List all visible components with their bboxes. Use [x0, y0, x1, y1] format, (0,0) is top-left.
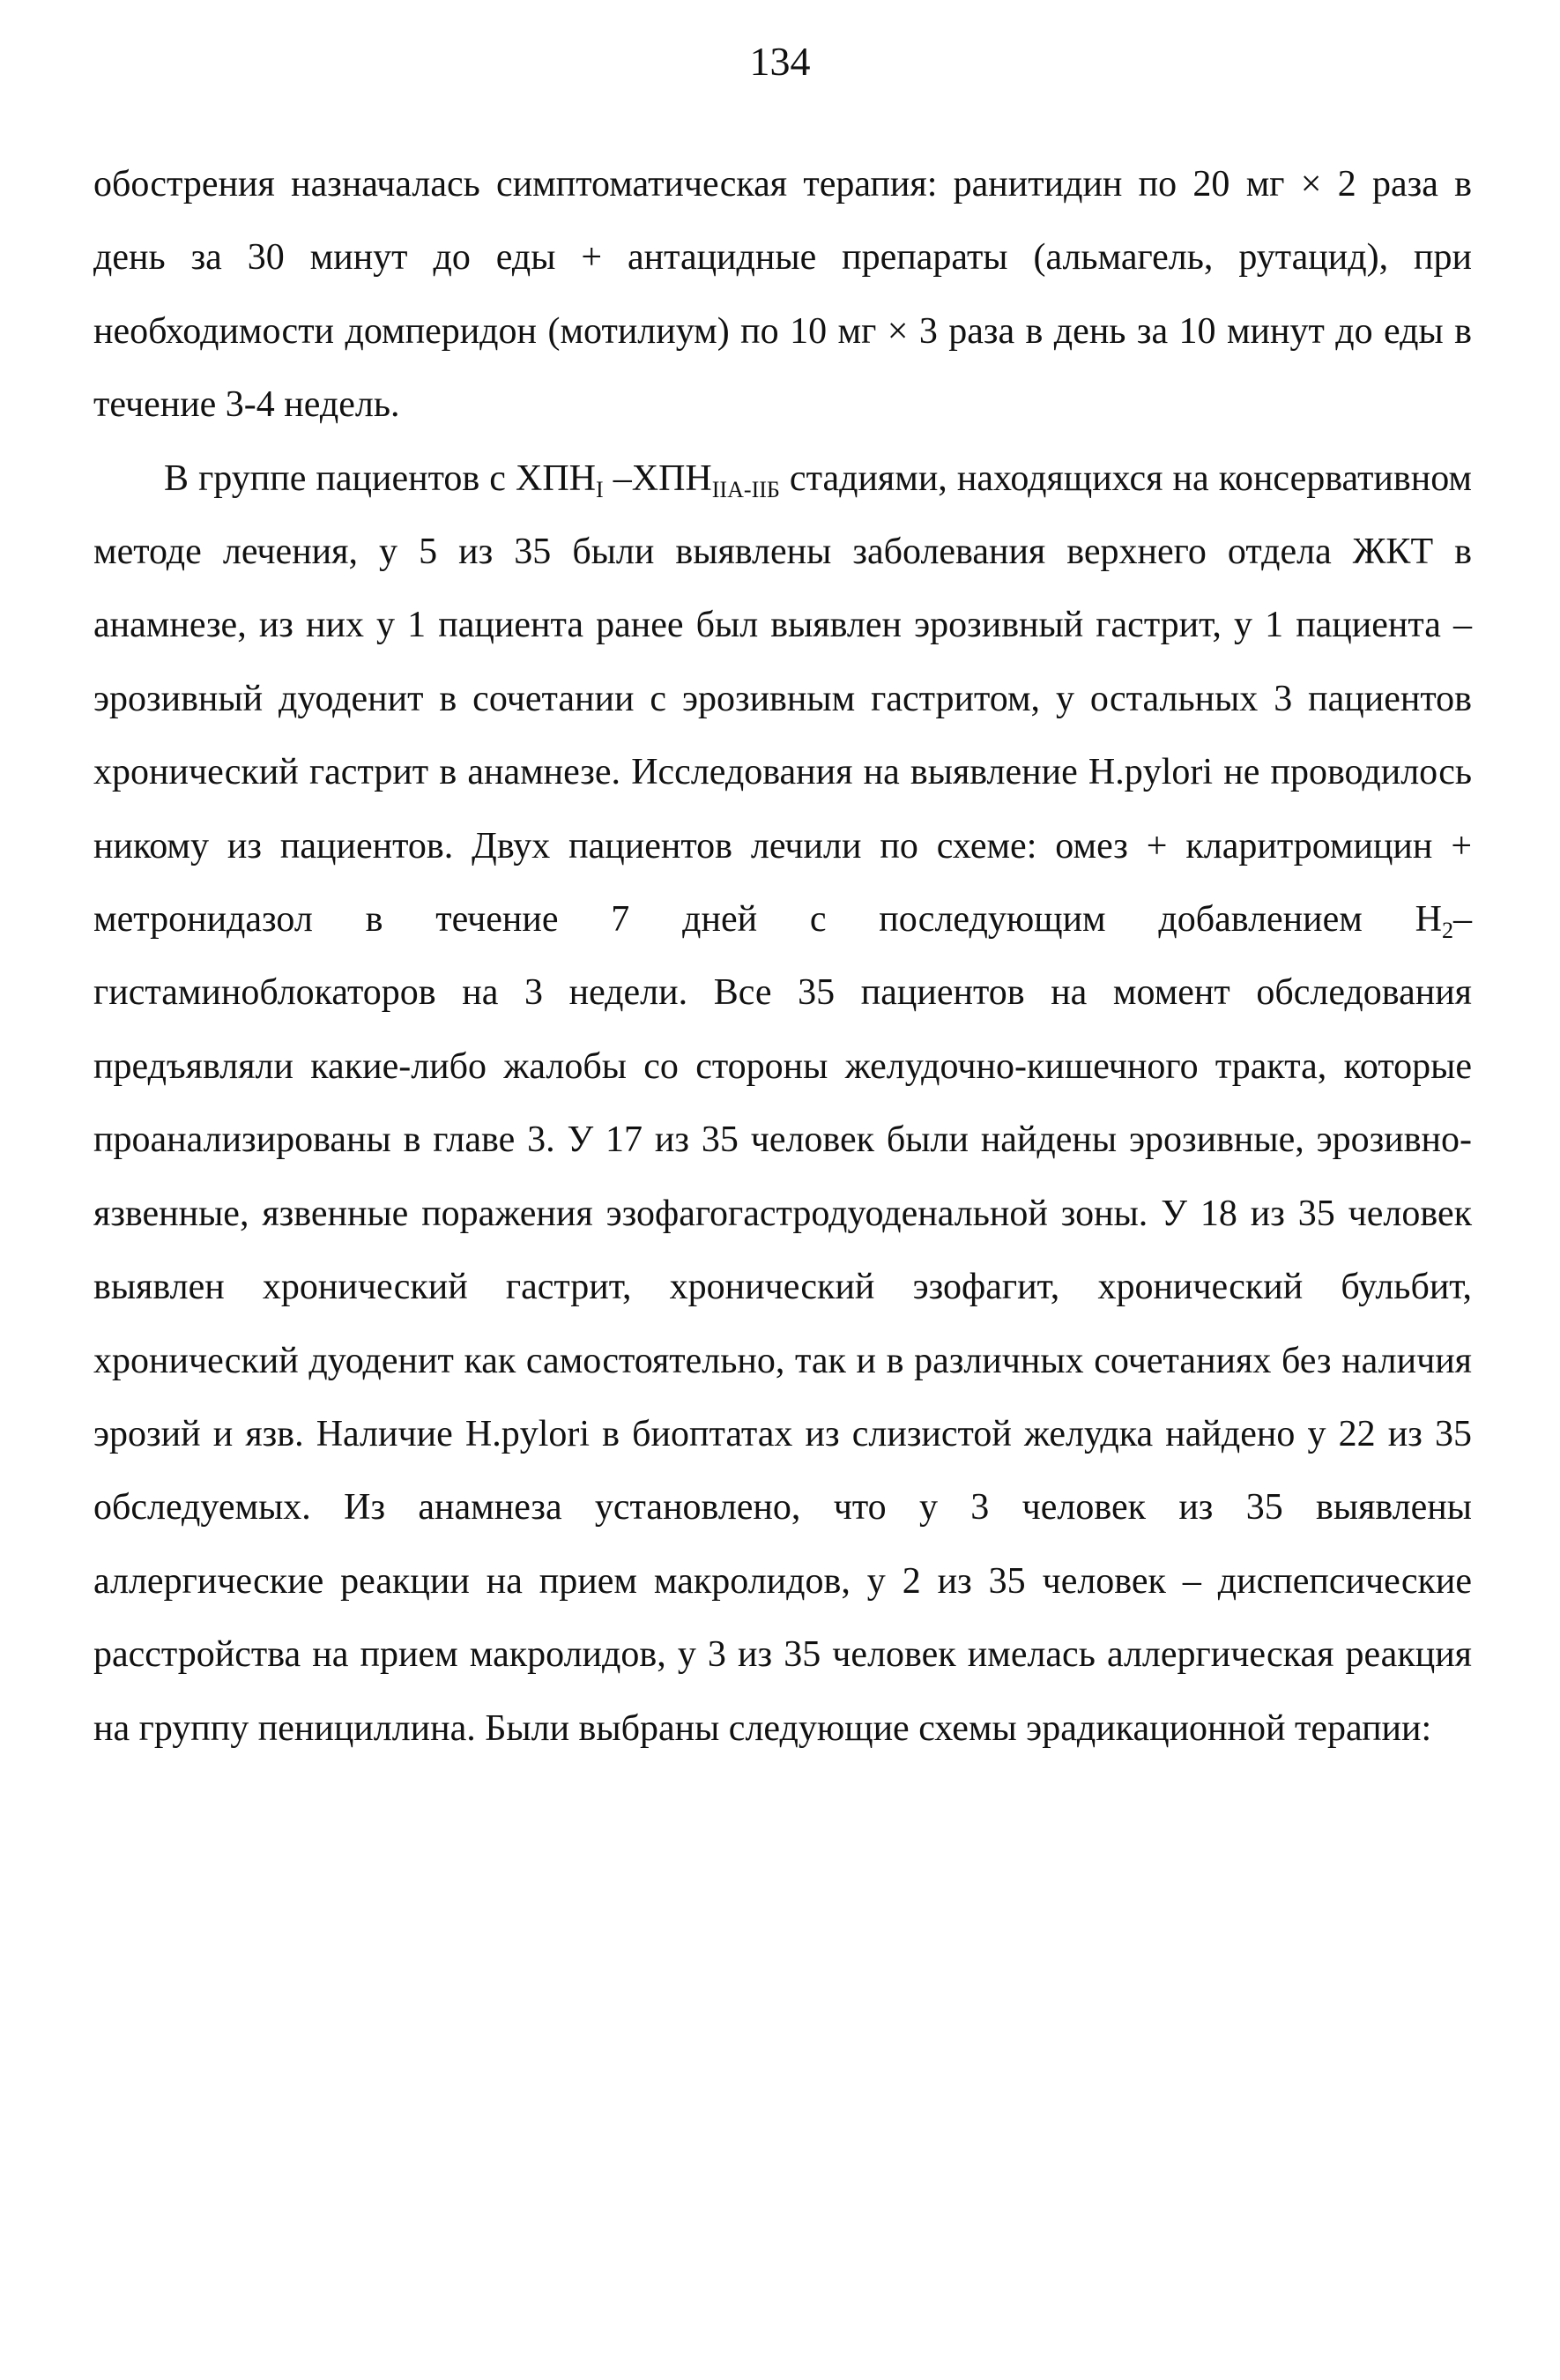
h2-subscript: 2 — [1441, 917, 1453, 943]
text-run: –ХПН — [603, 457, 712, 499]
text-run: – гистаминоблокаторов на 3 недели. Все 35 пациентов на момент обследования предъявляли какие-либо жалобы со стороны желудочно-кишечного тракта, которые проанализированы в главе 3. У 17 из 35 человек были найдены эрозивные, эрозивно-язвенные, язвенные поражения эзофагогастродуоденальной зоны. У 18 из 35 человек выявлен хронический гастрит, хронический эзофагит, хронический бульбит, хронический дуоденит как самостоятельно, так и в различных сочетаниях без наличия эрозий и язв. Наличие H.pylori в биоптатах из слизистой желудка найдено у 22 из 35 обследуемых. Из анамнеза установлено, что у 3 человек из 35 выявлены аллергические реакции на прием макролидов, у 2 из 35 человек – диспепсические расстройства на прием макролидов, у 3 из 35 человек имелась аллергическая реакция на группу пенициллина. Были выбраны следующие схемы эрадикационной терапии: — [93, 899, 1472, 1749]
document-body — [93, 148, 1472, 1766]
paragraph-patient-group — [93, 443, 1472, 1766]
stage-subscript-iia-iib: IIA-IIБ — [711, 476, 780, 502]
text-run: В группе пациентов с ХПН — [164, 457, 597, 499]
stage-subscript-i: I — [596, 476, 604, 502]
text-run: стадиями, находящихся на консервативном методе лечения, у 5 из 35 были выявлены заболевания верхнего отдела ЖКТ в анамнезе, из них у 1 пациента ранее был выявлен эрозивный гастрит, у 1 пациента – эрозивный дуоденит в сочетании с эрозивным гастритом, у остальных 3 пациентов хронический гастрит в анамнезе. Исследования на выявление H.pylori не проводилось никому из пациентов. Двух пациентов лечили по схеме: омез + кларитромицин + метронидазол в течение 7 дней с последующим добавлением H — [93, 457, 1472, 941]
page-number: 134 — [749, 39, 811, 84]
paragraph-symptomatic-therapy: обострения назначалась симптоматическая терапия: ранитидин по 20 мг × 2 раза в день за 30 минут до еды + антацидные препараты (альмагель, рутацид), при необходимости домперидон (мотилиум) по 10 мг × 3 раза в день за 10 минут до еды в течение 3-4 недель. — [93, 164, 1472, 426]
